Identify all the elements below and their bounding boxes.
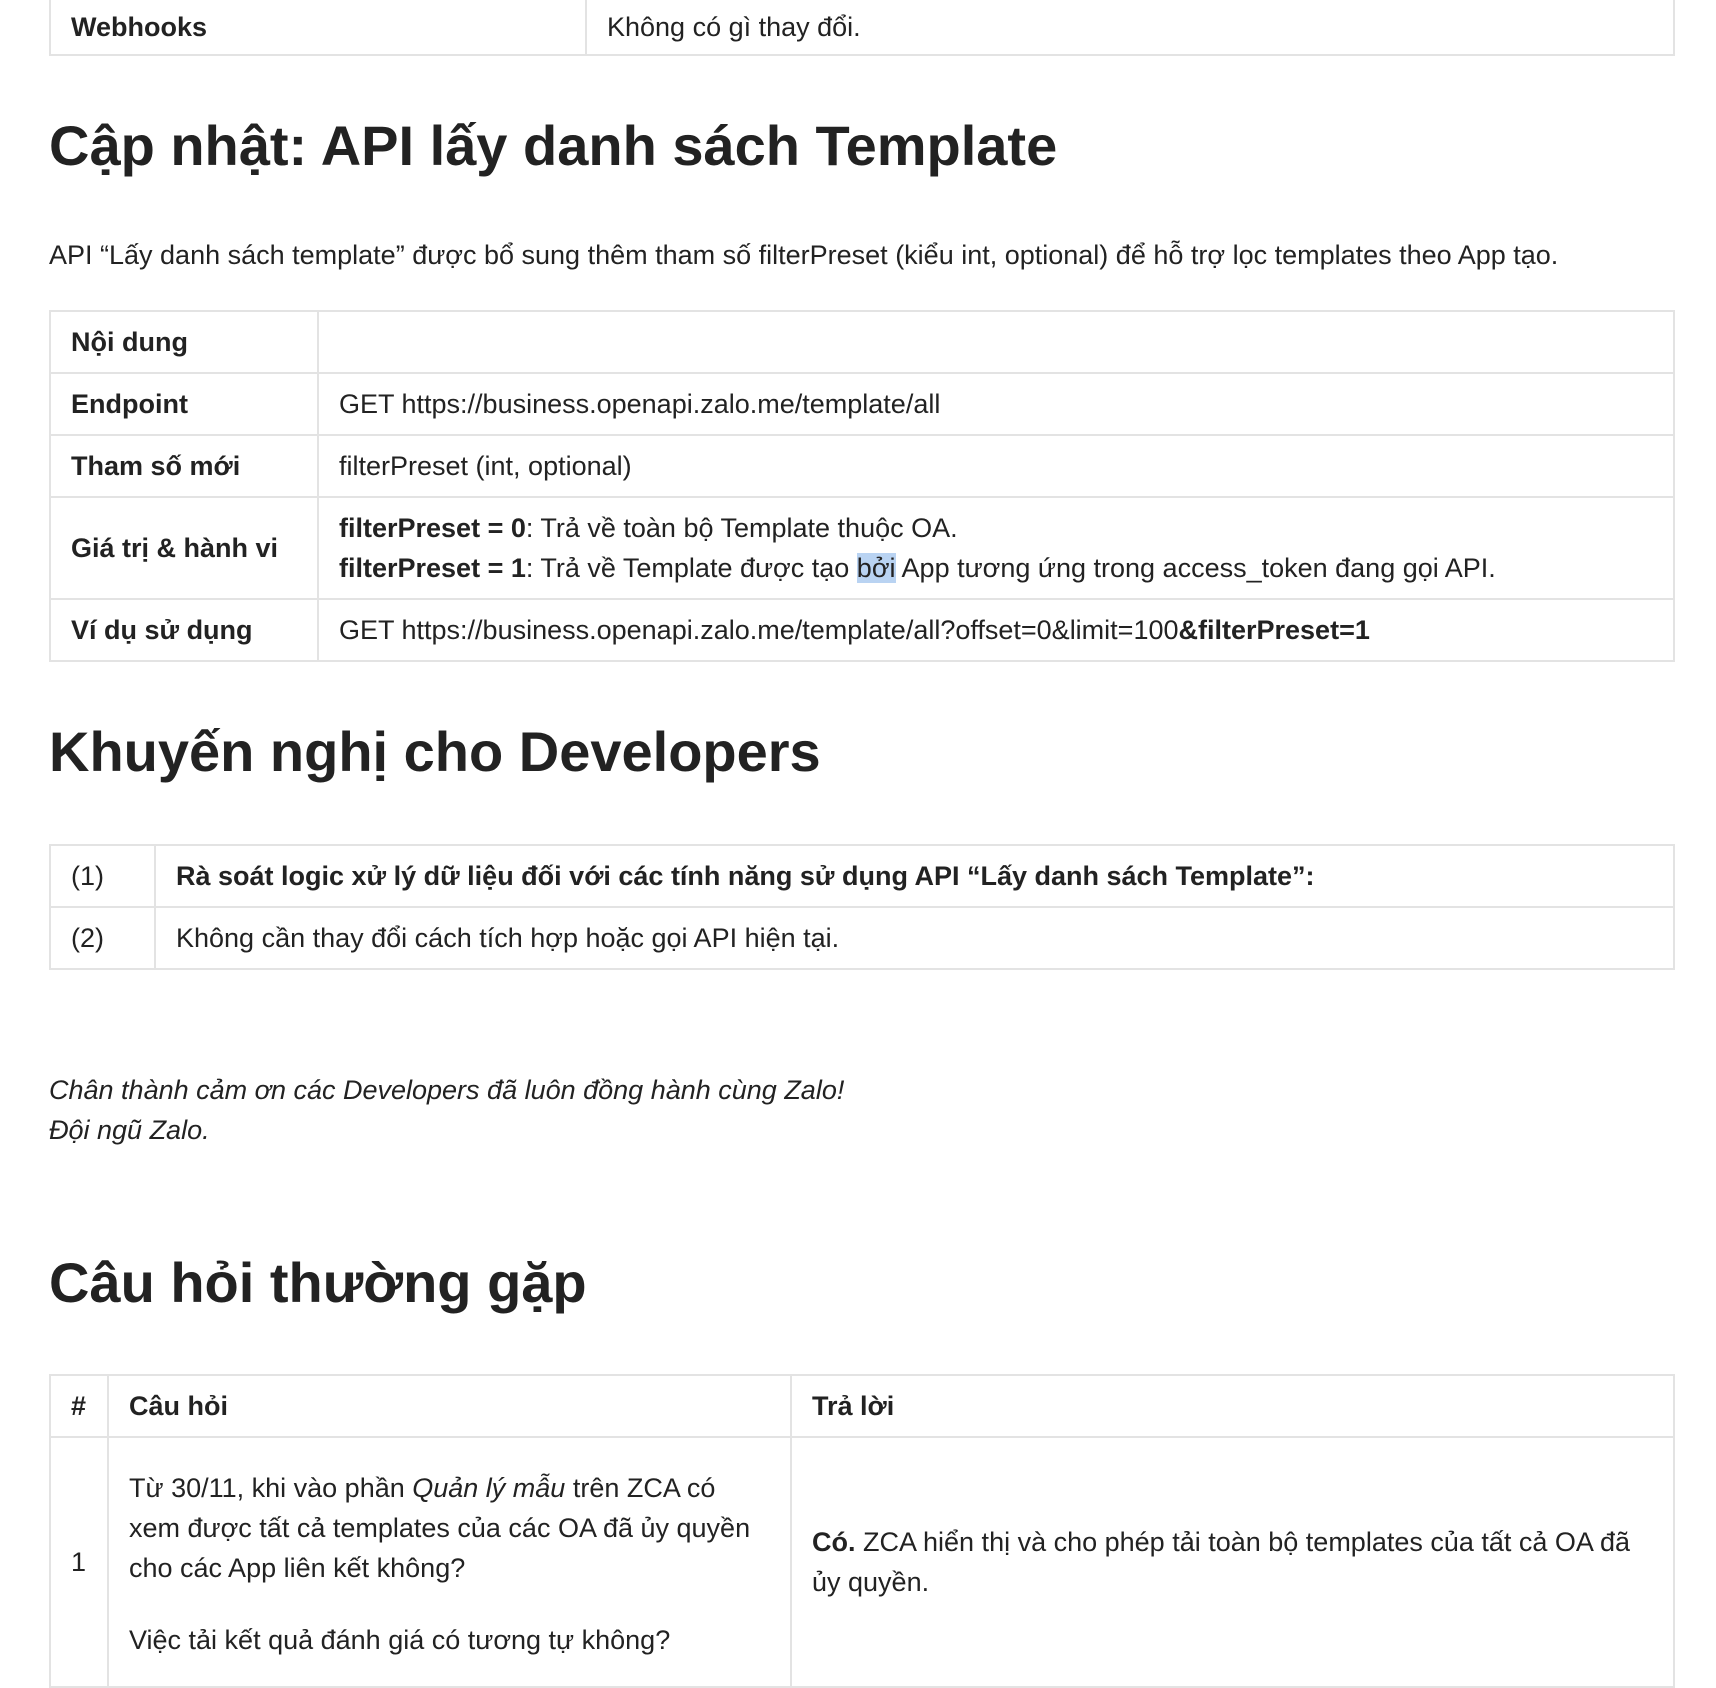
table-row — [50, 311, 1674, 373]
param-label: Tham số mới — [50, 435, 318, 497]
faq-question-secondary: Việc tải kết quả đánh giá có tương tự không? — [129, 1625, 671, 1655]
empty-header-cell — [318, 311, 1674, 373]
behavior-1-key: filterPreset = 1 — [339, 553, 526, 583]
api-update-table — [49, 310, 1675, 662]
faq-answer — [791, 1437, 1674, 1687]
thanks-note — [49, 1070, 844, 1150]
example-value — [318, 599, 1674, 661]
endpoint-value: GET https://business.openapi.zalo.me/template/all — [318, 373, 1674, 435]
selected-text-highlight[interactable]: bởi — [856, 553, 896, 583]
table-row — [50, 0, 1674, 55]
behavior-1-text-post: App tương ứng trong access_token đang gọi API. — [895, 553, 1496, 583]
behavior-line-0 — [339, 508, 1653, 548]
recommendations-table — [49, 844, 1675, 970]
thanks-line: Chân thành cảm ơn các Developers đã luôn đồng hành cùng Zalo! — [49, 1075, 845, 1105]
faq-table — [49, 1374, 1675, 1688]
faq-row-num: 1 — [50, 1437, 108, 1687]
webhooks-value: Không có gì thay đổi. — [586, 0, 1674, 55]
behavior-1-text-pre: : Trả về Template được tạo — [525, 553, 857, 583]
table-row — [50, 845, 1674, 907]
table-row — [50, 1375, 1674, 1437]
table-row — [50, 373, 1674, 435]
faq-q-post: trên ZCA có xem được tất cả templates của các OA đã ủy quyền cho các App liên kết không? — [129, 1473, 751, 1583]
behavior-0-key: filterPreset = 0 — [339, 513, 526, 543]
api-update-intro: API “Lấy danh sách template” được bổ sung thêm tham số filterPreset (kiểu int, optional) để hỗ trợ lọc templates theo App tạo. — [49, 240, 1559, 270]
section-heading-faq: Câu hỏi thường gặp — [49, 1251, 587, 1314]
table-row — [50, 599, 1674, 661]
faq-col-question: Câu hỏi — [108, 1375, 791, 1437]
faq-q-italic: Quản lý mẫu — [412, 1473, 566, 1503]
signature-line: Đội ngũ Zalo. — [49, 1115, 210, 1145]
faq-answer-text: ZCA hiển thị và cho phép tải toàn bộ templates của tất cả OA đã ủy quyền. — [812, 1527, 1630, 1597]
recommendation-text: Rà soát logic xử lý dữ liệu đối với các tính năng sử dụng API “Lấy danh sách Template”: — [155, 845, 1674, 907]
section-heading-api-update: Cập nhật: API lấy danh sách Template — [49, 114, 1058, 177]
section-heading-recommendations: Khuyến nghị cho Developers — [49, 720, 821, 783]
behavior-label: Giá trị & hành vi — [50, 497, 318, 599]
webhooks-label: Webhooks — [50, 0, 586, 55]
behavior-0-text: : Trả về toàn bộ Template thuộc OA. — [525, 513, 958, 543]
behavior-line-1 — [339, 548, 1653, 588]
recommendation-num: (2) — [50, 907, 155, 969]
example-param: &filterPreset=1 — [1178, 614, 1370, 645]
webhooks-table — [49, 0, 1675, 56]
faq-col-num: # — [50, 1375, 108, 1437]
faq-col-answer: Trả lời — [791, 1375, 1674, 1437]
example-label: Ví dụ sử dụng — [50, 599, 318, 661]
faq-answer-bold: Có. — [812, 1527, 856, 1557]
faq-question-main — [129, 1468, 770, 1588]
recommendation-num: (1) — [50, 845, 155, 907]
table-row — [50, 435, 1674, 497]
example-url: GET https://business.openapi.zalo.me/template/all?offset=0&limit=100 — [339, 614, 1179, 645]
behavior-value — [318, 497, 1674, 599]
content-header: Nội dung — [50, 311, 318, 373]
recommendation-text: Không cần thay đổi cách tích hợp hoặc gọi API hiện tại. — [155, 907, 1674, 969]
table-row — [50, 497, 1674, 599]
faq-q-pre: Từ 30/11, khi vào phần — [129, 1473, 413, 1503]
table-row — [50, 907, 1674, 969]
endpoint-label: Endpoint — [50, 373, 318, 435]
table-row — [50, 1437, 1674, 1687]
faq-question — [108, 1437, 791, 1687]
param-value: filterPreset (int, optional) — [318, 435, 1674, 497]
